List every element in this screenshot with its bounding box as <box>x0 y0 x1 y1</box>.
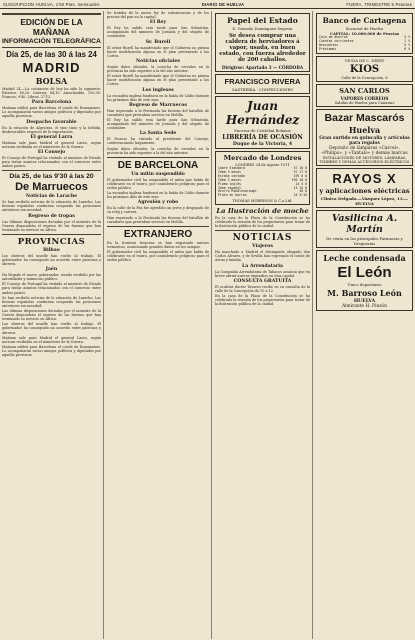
market-box <box>215 151 310 205</box>
advertisement-vasilicina <box>316 210 413 248</box>
ad-title: RAYOS X <box>332 170 397 186</box>
row-label: Estaño contado <box>218 173 245 178</box>
table-row <box>218 194 307 198</box>
market-title: Mercado de Londres <box>223 154 302 162</box>
ad-city: HUELVA <box>353 298 376 304</box>
ad-address: Dirigirse: Apartado 3 — CÓRDOBA <box>221 65 304 70</box>
ad-body: De venta en las principales Farmacias y Droguerías <box>326 235 403 246</box>
row-value: 6 % <box>404 46 410 51</box>
ad-title: Vasilicina A. Martín <box>331 212 398 235</box>
ad-title: Bazar Mascarós <box>324 111 405 124</box>
ad-title: Leche condensada <box>323 252 406 263</box>
market-date: LONDRES 24 de Agosto 1911 <box>235 163 290 167</box>
row-value: 3 % <box>404 35 410 39</box>
row-value: 2 % <box>404 38 410 43</box>
article-text: Según datos oficiales, la cosecha de cereales en la provincia ha sido superior a la del año anterior. <box>107 146 209 155</box>
advertisement-bank <box>316 13 413 54</box>
article-text: El Nuncio ha visitado al presidente del Consejo, conferenciando largamente. <box>107 137 209 146</box>
ad-subtitle: VAPORES CORREOS <box>340 95 389 101</box>
ad-title: Banco de Cartagena <box>322 16 407 25</box>
ad-brand: El León <box>337 263 392 281</box>
section-heading: La Santa Sede <box>139 131 177 137</box>
section-heading: La Arrendataria <box>242 263 283 269</box>
bolsa-text: Madrid 24.—La cotización de hoy ha sido la siguiente: Exterior, 80,20. Interior, 84,10. Amortizable, 100,30. Francos, 9'40. Libras, 27'13. <box>2 87 101 100</box>
row-label: Descuentos <box>319 42 339 47</box>
row-value: 46 6 <box>299 189 307 194</box>
article-text: Mañana sale para Madrid el general Larra, según noticias recibidas en el ministerio de la Guerra. <box>2 140 101 149</box>
ad-address: Calle de la Concepción, 6 <box>341 75 388 80</box>
ad-address: Almirante H. Pinzón <box>341 303 388 309</box>
filler-text: Los obreros del muelle han vuelto al trabajo. El gobernador ha conseguido un acuerdo entre patronos y obreros. <box>2 322 101 335</box>
section-heading: Un mitin suspendido <box>131 171 185 177</box>
article-text: El oculista doctor Tavares recibe en su consulta de la calle de la Concepción de 10 a 12. <box>215 285 310 294</box>
ad-city: Huelva <box>348 124 381 135</box>
morocco-heading: De Marruecos <box>15 181 88 194</box>
filler-text: El Consejo de Portugal ha visitado al ministro de Estado para tratar asuntos relacionados con el comercio entre ambos países. <box>2 282 101 295</box>
headline-telegraphic: INFORMACIÓN TELEGRÁFICA <box>2 38 101 45</box>
article-text: Se trataba de la nueva ley de subsistencias y de los precios del pan en la capital. <box>107 11 209 20</box>
article-text: La escuadra inglesa fondeará en la bahía de Cádiz durante los próximos días de este mes. <box>107 191 209 200</box>
section-heading: El Consejo <box>37 150 66 156</box>
advertisement-papel <box>215 13 310 72</box>
section-heading: Viajeros <box>252 244 273 250</box>
ad-address: Clínica Delgado.—Vázquez López, 13.—HUELVA <box>320 195 409 206</box>
advertisement-vapores <box>316 84 413 107</box>
barcelona-heading: DE BARCELONA <box>117 159 199 171</box>
section-heading: Regreso de tropas <box>28 213 75 219</box>
filler-text: Se han recibido noticias de la situación de Larache. Las fuerzas españolas continúan ocupando las posiciones anteriores sin novedad. <box>2 295 101 308</box>
ad-body: Se desea comprar una caldera de herviadores á vapor, usada, en buen estado, con fuerza alrededor de 200 caballos. <box>219 33 306 63</box>
row-label: Ídem 3 meses <box>218 169 242 174</box>
row-label: Cobre Standard <box>218 166 245 170</box>
ad-subtitle: SASTRERÍA · CONFECCIONES <box>232 87 293 92</box>
article-text: En la casa de la Plaza de la Constitución se ha celebrado la reunión de los propietarios para tratar de la ilustración pública de la ciudad. <box>215 216 310 229</box>
ad-subtitle: D. Gonzalo Domínguez Segovia <box>232 26 293 31</box>
column-3 <box>213 11 313 639</box>
row-value: 195 0 0 <box>293 173 307 178</box>
ad-subtitle: Único depositario <box>347 281 382 287</box>
filler-text: Mañana saldrá para Barcelona el conde de Romanones. Lo acompañarán varios amigos políticos y diputados por aquella provincia. <box>2 345 101 358</box>
ad-title: KIOS <box>349 63 380 75</box>
provinces-heading: PROVINCIAS <box>17 236 86 247</box>
article-text: El gobernador civil ha suspendido el mitin que había de celebrarse en el teatro, por considerarlo peligroso para el orden público. <box>107 177 209 190</box>
ad-title: FRANCISCO RIVERA <box>224 77 301 86</box>
ad-subtitle: VIUDA DE C. NIERT <box>344 57 385 63</box>
section-heading: Agresión y robo <box>137 200 179 206</box>
filler-text: Mañana sale para Madrid el general Larra, según noticias recibidas en el ministerio de la Guerra. <box>2 335 101 344</box>
row-value: 5 % <box>404 42 410 47</box>
section-heading: Regreso de Marruecos <box>129 102 187 108</box>
news-heading: NOTICIAS <box>232 233 293 244</box>
section-heading: El general Larra <box>30 134 73 140</box>
row-value: 57 10 0 <box>293 166 307 170</box>
article-text: En la frontera francesa se han registrado nuevas tormentas, ocasionando grandes daños en los campos. <box>107 240 209 249</box>
article-text: Ha llegado el nuevo gobernador, siendo recibido por las autoridades y numeroso público. <box>2 273 101 282</box>
article-text: En la calle de la Paz fue agredido un joven y despojado de su reloj y cartera. <box>107 206 209 215</box>
ad-heading: LIBRERÍA DE OCASIÓN <box>222 134 303 141</box>
section-heading: Jaén <box>45 267 58 273</box>
section-heading: Los ingleses <box>142 87 174 93</box>
row-label: Caja de ahorros <box>319 35 348 39</box>
article-text: El Consejo de Portugal ha visitado al ministro de Estado para tratar asuntos relacionados con el comercio entre ambos países. <box>2 156 101 169</box>
bank-rates-table <box>319 36 410 52</box>
market-table <box>218 167 307 198</box>
section-heading: Noticias de Larache <box>25 194 78 200</box>
market-note: THOMAS MORRISON & C.a Ltd. <box>232 199 293 204</box>
article-text: Los obreros del muelle han vuelto al trabajo. El gobernador ha conseguido un acuerdo entre patronos y obreros. <box>2 253 101 266</box>
ad-body: Gran surtido en quincalla y artículos para regalos <box>319 135 410 146</box>
row-value: 14 5 0 <box>295 181 307 186</box>
column-4 <box>314 11 415 639</box>
article-text: Han regresado a la Península las fuerzas del batallón de cazadores que prestaban servicio en Melilla. <box>107 108 209 117</box>
ad-subtitle: Sucursal de Huelva <box>345 26 384 31</box>
advertisement-kios <box>316 56 413 82</box>
section-heading: Bilbao <box>43 247 60 253</box>
article-text: El Rey ha salido esta tarde para San Sebastián, acompañado del ministro de Jornada y del séquito de costumbre. <box>107 118 209 131</box>
masthead-right: FUERA, TRIMESTRE 5 Pesetas <box>346 1 412 7</box>
article-text: En la estación de Algeciras, el vino tinto y la bebida, desfavorables respecto de la exportación. <box>2 125 101 134</box>
column-2 <box>105 11 212 639</box>
masthead <box>0 0 415 9</box>
ad-title: SAN CARLOS <box>339 86 390 95</box>
table-row <box>319 48 410 52</box>
section-heading: Sr. Burell <box>145 39 171 45</box>
row-label: Préstamos <box>319 46 337 51</box>
advertisement-rayos <box>316 168 413 208</box>
row-label: Ídem español <box>218 185 242 190</box>
filler-text: Las últimas disposiciones dictadas por el ministro de la Guerra dispondrán el regreso de las fuerzas que han terminado su servicio en África. <box>2 309 101 322</box>
bolsa-heading: BOLSA <box>35 76 68 86</box>
article-text: El señor Burell ha manifestado que el Gobierno no piensa hacer modificación alguna en el plan presentado a las Cortes. <box>107 45 209 58</box>
row-label: Ídem 3 meses <box>218 177 242 182</box>
extranjero-heading: EXTRANJERO <box>123 228 193 240</box>
filler-text: El gobernador civil ha suspendido el mitin que había de celebrarse en el teatro, por considerarlo peligroso para el orden público. <box>107 250 209 263</box>
row-value: 57 17 6 <box>293 169 307 174</box>
ad-address: Duque de la Victoria, 4 <box>232 142 293 147</box>
article-text: Según datos oficiales, la cosecha de cereales en la provincia ha sido superior a la del año anterior. <box>107 64 209 73</box>
section-title: La Ilustración de moche <box>216 207 309 216</box>
section-heading: CONSULTA GRATUITA <box>233 279 292 284</box>
filler-text: En la casa de la Plaza de la Constitución se ha celebrado la reunión de los propietarios para tratar de la ilustración pública de la ciudad. <box>215 294 310 307</box>
article-text: Mañana saldrá para Barcelona el conde de Romanones. Lo acompañarán varios amigos políticos y diputados por aquella provincia. <box>2 106 101 119</box>
article-text: Han regresado a la Península las fuerzas del batallón de cazadores que prestaban servicio en Melilla. <box>107 215 209 224</box>
ad-body: INSTALACIONES DE MOTORES, LÁMPARAS, TIMBRES Y DEMÁS ACCESORIOS ELÉCTRICOS <box>319 155 410 164</box>
ad-merchant: M. Barroso León <box>327 287 402 298</box>
headline-edition: EDICIÓN DE LA MAÑANA <box>20 17 83 37</box>
article-text: El señor Burell ha manifestado que el Gobierno no piensa hacer modificación alguna en el plan presentado a las Cortes. <box>107 74 209 87</box>
section-heading: Noticias oficiales <box>135 58 180 64</box>
advertisement-hernandez <box>215 96 310 149</box>
masthead-center: DIARIO DE HUELVA <box>201 1 245 7</box>
article-text: Las últimas disposiciones dictadas por el ministro de la Guerra dispondrán el regreso de las fuerzas que han terminado su servicio en África. <box>2 219 101 232</box>
row-value: 13 15 0 <box>293 185 307 190</box>
row-label: Plomo inglés <box>218 181 242 186</box>
advertisement-bazar <box>316 109 413 166</box>
ad-body: Depósito de lámparas «Carcel», «Philips», y «Tantalo» y demás marcas <box>321 145 408 156</box>
ad-subtitle: Sucesor de Cristóbal Bolaños <box>234 128 291 133</box>
advertisement-rivera <box>215 74 310 94</box>
advertisement-leche <box>316 250 413 311</box>
city-heading: MADRID <box>22 60 81 75</box>
ad-body: Salidas de Huelva para Canarias <box>334 100 395 105</box>
row-label: Cuentas corrientes <box>319 38 354 43</box>
section-heading: El Rey <box>149 20 167 26</box>
ad-title: Juan Hernández <box>225 99 300 127</box>
row-label: Plata en barras <box>218 193 247 198</box>
row-value: 24 5/16 <box>293 193 307 198</box>
article-text: La Compañía Arrendataria de Tabacos anuncia que en breve abrirá nuevos expendios en esta capital. <box>215 269 310 278</box>
article-text: La escuadra inglesa fondeará en la bahía de Cádiz durante los próximos días de este mes. <box>107 93 209 102</box>
section-heading: Despacho favorable <box>26 119 77 125</box>
ad-subtitle: y aplicaciones eléctricas <box>319 186 410 195</box>
masthead-left: SUSCRIPCION HUELVA, 1'50 Ptas. mensuales <box>3 1 100 7</box>
ad-title: Papel del Estado <box>227 16 298 25</box>
article-text: Ha marchado a Madrid el distinguido abogado don Carlos Álvarez, y de Sevilla han regresado el conde de Arrua y familia. <box>215 250 310 263</box>
article-text: Se han recibido noticias de la situación de Larache. Las fuerzas españolas continúan ocupando las posiciones anteriores sin novedad. <box>2 200 101 213</box>
dateline-2: Día 25, de las 9'30 á las 20 <box>9 173 94 181</box>
article-text: El Rey ha salido esta tarde para San Sebastián, acompañado del ministro de Jornada y del séquito de costumbre. <box>107 26 209 39</box>
dateline: Día 25, de las 30 á las 24 <box>6 50 97 59</box>
row-value: 190 10 0 <box>291 177 307 182</box>
column-1 <box>0 11 104 639</box>
ad-capital: CAPITAL: 10.000.000 de Pesetas <box>329 31 400 36</box>
row-label: Hierro Middlesbrough <box>218 189 257 194</box>
section-heading: Para Barcelona <box>31 100 72 106</box>
